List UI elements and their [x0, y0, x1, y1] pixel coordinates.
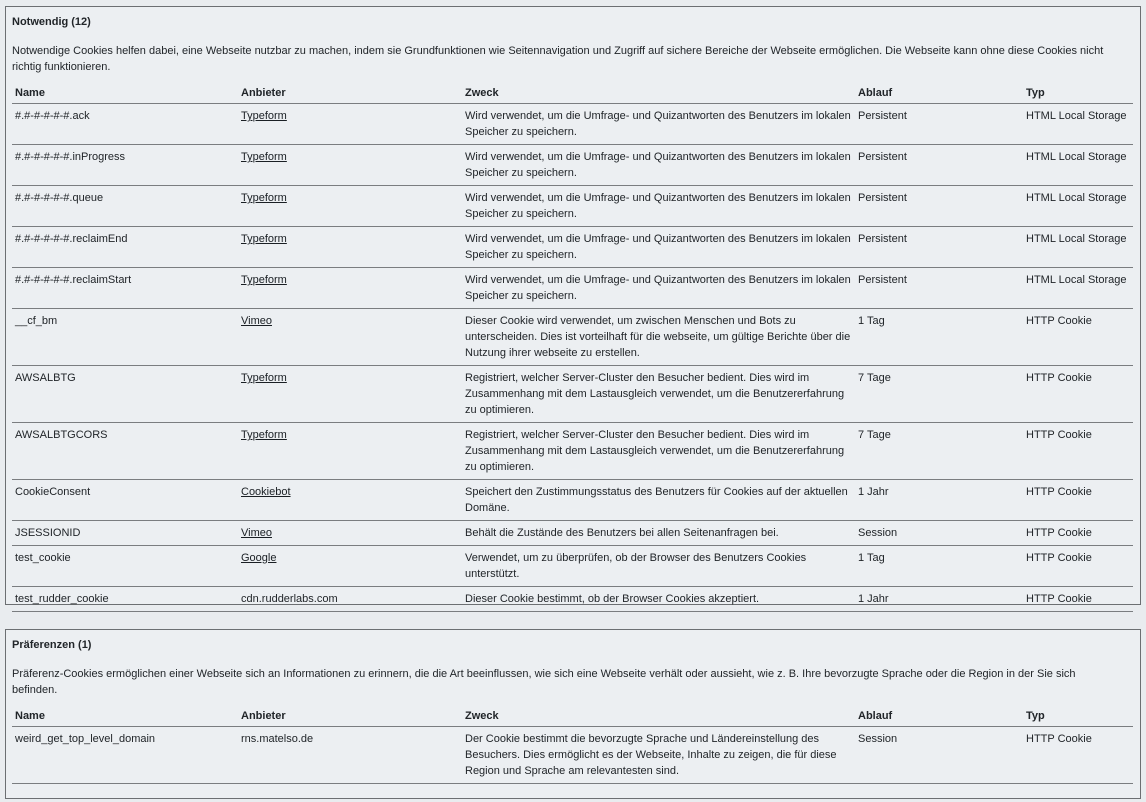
section-description: Notwendige Cookies helfen dabei, eine Webseite nutzbar zu machen, indem sie Grundfunktionen wie Seitennavigation und Zugriff auf sichere Bereiche der Webseite ermöglichen. Die Webseite kann ohne diese Cookies nicht richtig funktionieren. — [12, 45, 1104, 73]
column-header-purpose: Zweck — [462, 85, 855, 104]
cookie-purpose-cell — [462, 521, 855, 546]
table-row — [12, 104, 1133, 145]
provider-link[interactable]: Vimeo — [241, 315, 272, 327]
cookie-purpose: Dieser Cookie wird verwendet, um zwischen Menschen und Bots zu unterscheiden. Dies ist vorteilhaft für die webseite, um gültige Berichte über die Nutzung ihrer webseite zu erstellen. — [465, 315, 851, 359]
cookie-expiry-cell — [855, 268, 1023, 309]
provider-link[interactable]: Typeform — [241, 429, 287, 441]
cookie-name: #.#-#-#-#-#.reclaimStart — [15, 274, 132, 286]
cookie-purpose: Registriert, welcher Server-Cluster den Besucher bedient. Dies wird im Zusammenhang mit dem Lastausgleich verwendet, um die Benutzererfahrung zu optimieren. — [465, 372, 845, 416]
cookie-purpose-cell — [462, 309, 855, 366]
cookie-provider: rns.matelso.de — [241, 733, 314, 745]
cookie-purpose-cell — [462, 227, 855, 268]
column-header-expiry: Ablauf — [855, 708, 1023, 727]
cookie-purpose: Wird verwendet, um die Umfrage- und Quizantworten des Benutzers im lokalen Speicher zu speichern. — [465, 110, 851, 138]
cookie-provider-cell — [238, 480, 462, 521]
cookie-purpose: Dieser Cookie bestimmt, ob der Browser Cookies akzeptiert. — [465, 593, 760, 605]
cookie-purpose-cell — [462, 423, 855, 480]
cookie-purpose-cell — [462, 727, 855, 784]
cookie-type-cell — [1023, 480, 1133, 521]
cookie-name-cell — [12, 546, 238, 587]
provider-link[interactable]: Typeform — [241, 151, 287, 163]
cookie-type: HTTP Cookie — [1026, 733, 1092, 745]
cookie-name-cell — [12, 727, 238, 784]
cookie-name: test_cookie — [15, 552, 71, 564]
cookie-type: HTML Local Storage — [1026, 274, 1127, 286]
column-header-type: Typ — [1023, 708, 1133, 727]
cookie-expiry: Persistent — [858, 192, 907, 204]
cookie-name: #.#-#-#-#-#.inProgress — [15, 151, 126, 163]
cookie-provider: cdn.rudderlabs.com — [241, 593, 338, 605]
cookie-provider-cell — [238, 104, 462, 145]
section-title: Notwendig (12) — [12, 16, 91, 28]
cookie-provider-cell — [238, 268, 462, 309]
column-header-name: Name — [12, 85, 238, 104]
table-header-row — [12, 85, 1133, 104]
cookie-expiry: 1 Jahr — [858, 593, 889, 605]
cookie-provider-cell — [238, 309, 462, 366]
table-row — [12, 309, 1133, 366]
table-body — [12, 727, 1133, 784]
table-row — [12, 587, 1133, 612]
cookie-expiry: Persistent — [858, 151, 907, 163]
cookie-type-cell — [1023, 268, 1133, 309]
cookie-name-cell — [12, 521, 238, 546]
cookie-purpose: Wird verwendet, um die Umfrage- und Quizantworten des Benutzers im lokalen Speicher zu speichern. — [465, 233, 851, 261]
cookie-name-cell — [12, 186, 238, 227]
cookie-expiry-cell — [855, 145, 1023, 186]
cookie-purpose-cell — [462, 104, 855, 145]
cookie-purpose: Registriert, welcher Server-Cluster den Besucher bedient. Dies wird im Zusammenhang mit dem Lastausgleich verwendet, um die Benutzererfahrung zu optimieren. — [465, 429, 845, 473]
cookie-name-cell — [12, 227, 238, 268]
cookie-name: __cf_bm — [15, 315, 58, 327]
cookie-provider-cell — [238, 521, 462, 546]
cookie-provider-cell — [238, 366, 462, 423]
cookie-type: HTML Local Storage — [1026, 233, 1127, 245]
cookie-table — [12, 85, 1133, 612]
provider-link[interactable]: Google — [241, 552, 277, 564]
column-header-provider: Anbieter — [238, 85, 462, 104]
cookie-name-cell — [12, 423, 238, 480]
cookie-expiry-cell — [855, 186, 1023, 227]
cookie-expiry: 7 Tage — [858, 372, 891, 384]
cookie-type-cell — [1023, 423, 1133, 480]
cookie-type: HTTP Cookie — [1026, 429, 1092, 441]
cookie-provider-cell — [238, 423, 462, 480]
cookie-expiry-cell — [855, 587, 1023, 612]
cookie-expiry: Session — [858, 733, 898, 745]
cookie-name-cell — [12, 587, 238, 612]
cookie-type: HTTP Cookie — [1026, 527, 1092, 539]
cookie-purpose-cell — [462, 366, 855, 423]
cookie-expiry: 1 Tag — [858, 552, 885, 564]
column-header-provider: Anbieter — [238, 708, 462, 727]
cookie-type-cell — [1023, 145, 1133, 186]
column-header-type: Typ — [1023, 85, 1133, 104]
cookie-purpose-cell — [462, 480, 855, 521]
provider-link[interactable]: Typeform — [241, 192, 287, 204]
cookie-type-cell — [1023, 521, 1133, 546]
cookie-name-cell — [12, 366, 238, 423]
cookie-purpose-cell — [462, 145, 855, 186]
cookie-name: #.#-#-#-#-#.ack — [15, 110, 90, 122]
cookie-expiry-cell — [855, 521, 1023, 546]
cookie-purpose: Behält die Zustände des Benutzers bei allen Seitenanfragen bei. — [465, 527, 779, 539]
cookie-provider-cell — [238, 546, 462, 587]
cookie-type-cell — [1023, 366, 1133, 423]
cookie-type-cell — [1023, 186, 1133, 227]
cookie-name: weird_get_top_level_domain — [15, 733, 156, 745]
section-title: Präferenzen (1) — [12, 639, 92, 651]
cookie-type-cell — [1023, 546, 1133, 587]
table-header-row — [12, 708, 1133, 727]
cookie-type: HTML Local Storage — [1026, 110, 1127, 122]
provider-link[interactable]: Typeform — [241, 233, 287, 245]
provider-link[interactable]: Vimeo — [241, 527, 272, 539]
cookie-type-cell — [1023, 104, 1133, 145]
cookie-type-cell — [1023, 309, 1133, 366]
cookie-expiry: Persistent — [858, 233, 907, 245]
cookie-provider-cell — [238, 587, 462, 612]
cookie-name: AWSALBTG — [15, 372, 76, 384]
necessary-cookies-section — [5, 6, 1141, 605]
cookie-expiry: Persistent — [858, 110, 907, 122]
table-row — [12, 521, 1133, 546]
cookie-expiry: Session — [858, 527, 898, 539]
cookie-type-cell — [1023, 727, 1133, 784]
provider-link[interactable]: Cookiebot — [241, 486, 291, 498]
cookie-expiry-cell — [855, 309, 1023, 366]
cookie-purpose-cell — [462, 587, 855, 612]
cookie-purpose-cell — [462, 546, 855, 587]
cookie-purpose: Speichert den Zustimmungsstatus des Benutzers für Cookies auf der aktuellen Domäne. — [465, 486, 848, 514]
table-row — [12, 145, 1133, 186]
cookie-purpose-cell — [462, 268, 855, 309]
cookie-expiry-cell — [855, 423, 1023, 480]
preferences-cookies-section — [5, 629, 1141, 799]
section-description: Präferenz-Cookies ermöglichen einer Webseite sich an Informationen zu erinnern, die die Art beeinflussen, wie sich eine Webseite verhält oder aussieht, wie z. B. Ihre bevorzugte Sprache oder die Region in der Sie sich befinden. — [12, 668, 1076, 696]
cookie-type: HTTP Cookie — [1026, 315, 1092, 327]
table-row — [12, 727, 1133, 784]
cookie-expiry-cell — [855, 104, 1023, 145]
cookie-table — [12, 708, 1133, 784]
cookie-purpose: Wird verwendet, um die Umfrage- und Quizantworten des Benutzers im lokalen Speicher zu speichern. — [465, 274, 851, 302]
cookie-name-cell — [12, 309, 238, 366]
cookie-name: #.#-#-#-#-#.queue — [15, 192, 104, 204]
cookie-type: HTML Local Storage — [1026, 192, 1127, 204]
cookie-name-cell — [12, 104, 238, 145]
cookie-expiry: 7 Tage — [858, 429, 891, 441]
cookie-purpose: Der Cookie bestimmt die bevorzugte Sprache und Ländereinstellung des Besuchers. Dies ermöglicht es der Webseite, Inhalte zu zeigen, die für diese Region und Sprache am relevantesten sind. — [465, 733, 837, 777]
table-row — [12, 546, 1133, 587]
cookie-expiry-cell — [855, 480, 1023, 521]
cookie-expiry-cell — [855, 546, 1023, 587]
provider-link[interactable]: Typeform — [241, 110, 287, 122]
table-body — [12, 104, 1133, 612]
cookie-type-cell — [1023, 227, 1133, 268]
cookie-name-cell — [12, 268, 238, 309]
cookie-name: AWSALBTGCORS — [15, 429, 108, 441]
column-header-purpose: Zweck — [462, 708, 855, 727]
cookie-name-cell — [12, 480, 238, 521]
cookie-type: HTTP Cookie — [1026, 486, 1092, 498]
cookie-purpose: Verwendet, um zu überprüfen, ob der Browser des Benutzers Cookies unterstützt. — [465, 552, 807, 580]
cookie-provider-cell — [238, 227, 462, 268]
cookie-expiry-cell — [855, 227, 1023, 268]
cookie-provider-cell — [238, 186, 462, 227]
cookie-expiry: 1 Jahr — [858, 486, 889, 498]
cookie-type: HTML Local Storage — [1026, 151, 1127, 163]
cookie-type: HTTP Cookie — [1026, 552, 1092, 564]
table-row — [12, 423, 1133, 480]
cookie-expiry-cell — [855, 366, 1023, 423]
provider-link[interactable]: Typeform — [241, 372, 287, 384]
cookie-purpose: Wird verwendet, um die Umfrage- und Quizantworten des Benutzers im lokalen Speicher zu speichern. — [465, 192, 851, 220]
cookie-name: #.#-#-#-#-#.reclaimEnd — [15, 233, 128, 245]
cookie-provider-cell — [238, 727, 462, 784]
table-row — [12, 186, 1133, 227]
cookie-purpose: Wird verwendet, um die Umfrage- und Quizantworten des Benutzers im lokalen Speicher zu speichern. — [465, 151, 851, 179]
cookie-purpose-cell — [462, 186, 855, 227]
cookie-type: HTTP Cookie — [1026, 593, 1092, 605]
table-row — [12, 480, 1133, 521]
table-row — [12, 227, 1133, 268]
table-row — [12, 366, 1133, 423]
cookie-name: CookieConsent — [15, 486, 91, 498]
provider-link[interactable]: Typeform — [241, 274, 287, 286]
cookie-type: HTTP Cookie — [1026, 372, 1092, 384]
cookie-expiry: 1 Tag — [858, 315, 885, 327]
cookie-type-cell — [1023, 587, 1133, 612]
cookie-name: test_rudder_cookie — [15, 593, 109, 605]
cookie-name: JSESSIONID — [15, 527, 81, 539]
cookie-name-cell — [12, 145, 238, 186]
column-header-expiry: Ablauf — [855, 85, 1023, 104]
column-header-name: Name — [12, 708, 238, 727]
table-row — [12, 268, 1133, 309]
cookie-expiry: Persistent — [858, 274, 907, 286]
cookie-provider-cell — [238, 145, 462, 186]
cookie-expiry-cell — [855, 727, 1023, 784]
